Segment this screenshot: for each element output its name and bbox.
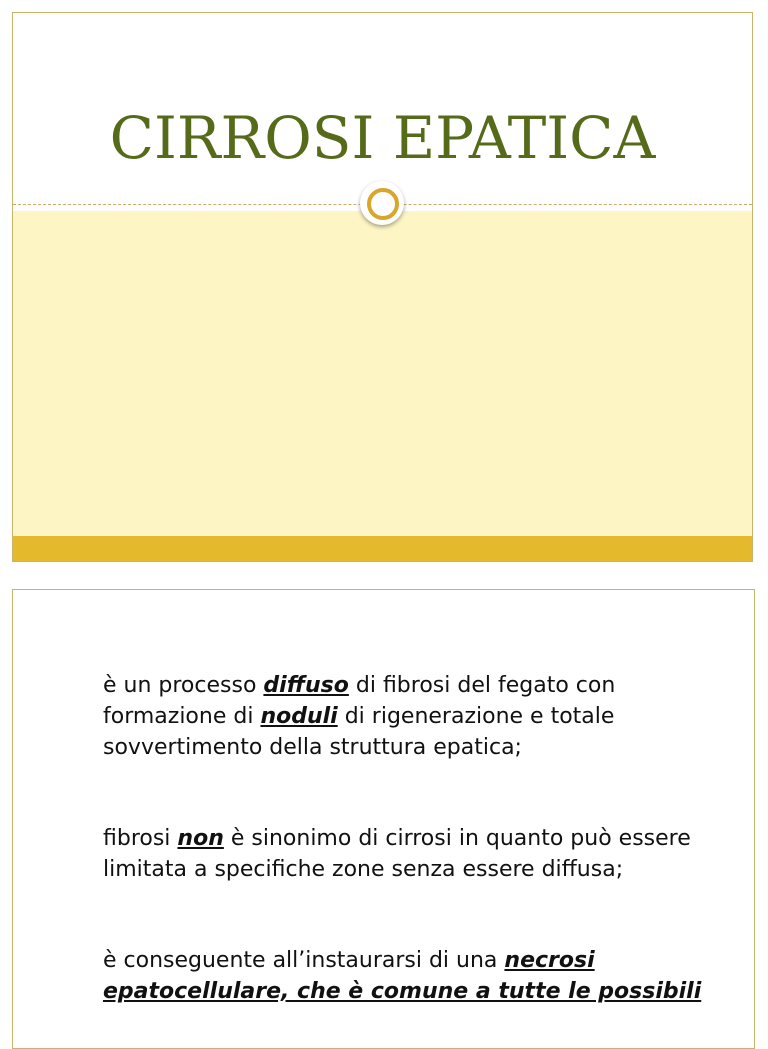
slide-title: CIRROSI EPATICA: [109, 104, 656, 172]
emphasis-text: non: [177, 826, 224, 851]
subtitle-area: [13, 211, 752, 537]
bullet-text: di rigenerazione e totale sovvertimento della struttura epatica;: [103, 704, 615, 760]
title-area: [13, 13, 752, 205]
emphasis-text: diffuso: [263, 673, 349, 698]
circle-ornament-icon: [360, 181, 404, 225]
bullet-text: è sinonimo di cirrosi in quanto può essere limitata a specifiche zone senza essere diffusa;: [103, 826, 691, 882]
bullet-item: [85, 670, 705, 763]
emphasis-text: necrosi epatocellulare, che è comune a tutte le possibili: [103, 948, 702, 1004]
bottom-accent-band: [13, 536, 752, 561]
title-slide: [12, 12, 753, 562]
bullet-text: di fibrosi del fegato con formazione di: [103, 673, 616, 729]
emphasis-text: noduli: [260, 704, 338, 729]
content-slide: [12, 589, 755, 1049]
bullet-text: è un processo: [103, 673, 264, 698]
bullet-text: è conseguente all’instaurarsi di una: [103, 948, 505, 973]
bullet-list: [85, 670, 705, 1049]
bullet-item: [85, 945, 705, 1007]
bullet-text: fibrosi: [103, 826, 178, 851]
bullet-item: [85, 823, 705, 885]
